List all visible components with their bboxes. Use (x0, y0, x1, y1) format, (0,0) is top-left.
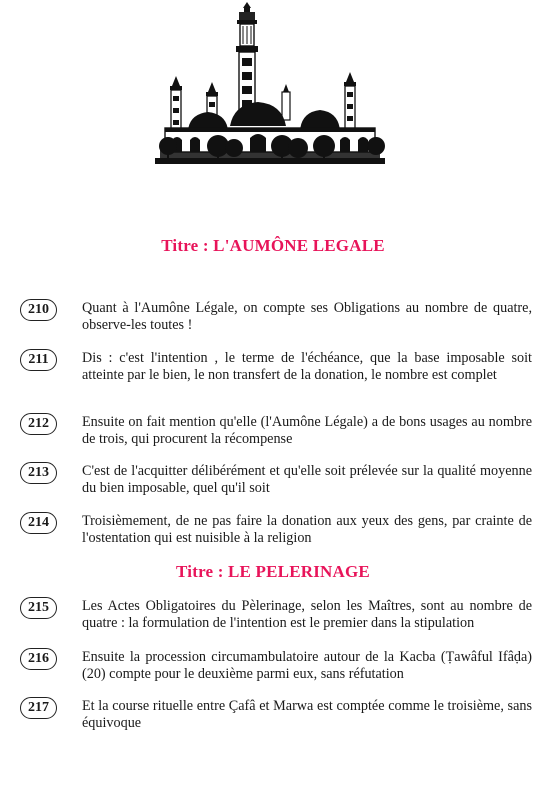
mosque-illustration (150, 0, 390, 176)
verse-number-badge: 213 (20, 462, 57, 484)
verse-text: Troisièmement, de ne pas faire la donation aux yeux des gens, par crainte de l'ostentation qui est nuisible à la religion (82, 513, 532, 546)
verse-text: Ensuite on fait mention qu'elle (l'Aumône Légale) a de bons usages au nombre de trois, qui procurent la récompense (82, 414, 532, 447)
section-title-zakat: Titre : L'AUMÔNE LEGALE (161, 236, 385, 255)
verse-text: Et la course rituelle entre Çafâ et Marwa est comptée comme le troisième, sans équivoque (82, 698, 532, 731)
verse-text: Ensuite la procession circumambulatoire autour de la Kacba (Ṭawâful Ifâḍa)(20) compte pour le deuxième parmi eux, sans réfutation (82, 649, 532, 682)
verse-number-badge: 212 (20, 413, 57, 435)
verse-text: Quant à l'Aumône Légale, on compte ses Obligations au nombre de quatre, observe-les toutes ! (82, 300, 532, 333)
verse-number-badge: 214 (20, 512, 57, 534)
verse-number-badge: 217 (20, 697, 57, 719)
verse-number-badge: 211 (20, 349, 57, 371)
verse-number-badge: 216 (20, 648, 57, 670)
verse-text: Les Actes Obligatoires du Pèlerinage, selon les Maîtres, sont au nombre de quatre : la formulation de l'intention est le premier dans la stipulation (82, 598, 532, 631)
verse-text: Dis : c'est l'intention , le terme de l'échéance, que la base imposable soit atteinte par le bien, le non transfert de la donation, le nombre est complet (82, 350, 532, 383)
verse-number-badge: 210 (20, 299, 57, 321)
section-title-pilgrimage: Titre : LE PELERINAGE (176, 562, 370, 581)
verse-number-badge: 215 (20, 597, 57, 619)
verse-text: C'est de l'acquitter délibérément et qu'elle soit prélevée sur la qualité moyenne du bien imposable, quel qu'il soit (82, 463, 532, 496)
